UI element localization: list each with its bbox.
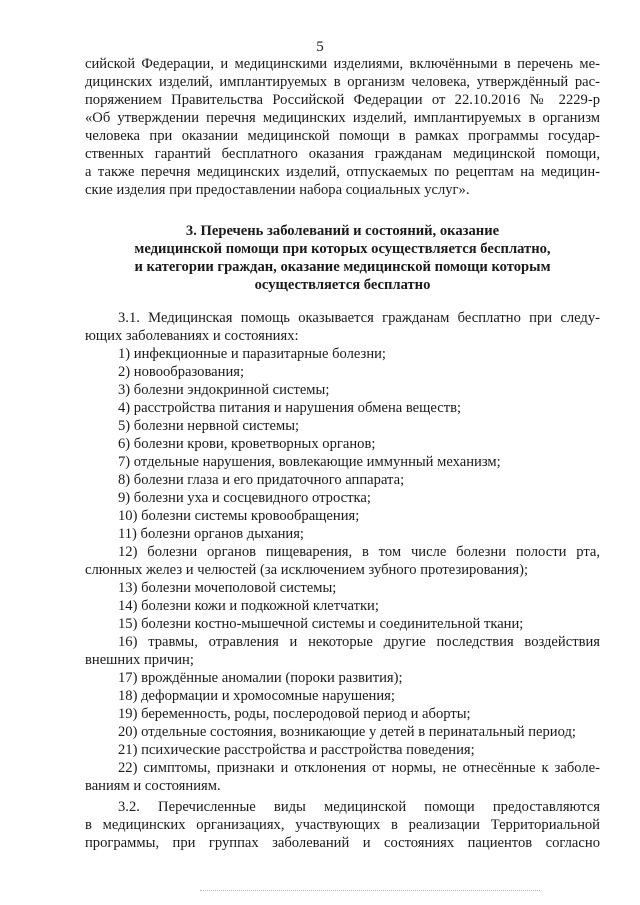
list-item: 3) болезни эндокринной системы;: [118, 382, 330, 398]
list-item: 20) отдельные состояния, возникающие у детей в перинатальный период;: [118, 724, 576, 740]
intro-line: дицинских изделий, имплантируемых в организм человека, утверждённый рас-: [85, 74, 600, 90]
list-item: 10) болезни системы кровообращения;: [118, 508, 360, 524]
intro-line: поряжением Правительства Российской Федерации от 22.10.2016 № 2229-р: [85, 92, 600, 108]
intro-line: сийской Федерации, и медицинскими изделиями, включёнными в перечень ме-: [85, 56, 600, 72]
paragraph-3-2-line: 3.2. Перечисленные виды медицинской помощи предоставляются: [118, 799, 600, 815]
list-item: 1) инфекционные и паразитарные болезни;: [118, 346, 386, 362]
list-item: 2) новообразования;: [118, 364, 245, 380]
page-number: 5: [316, 39, 324, 55]
list-item: 11) болезни органов дыхания;: [118, 526, 304, 542]
list-item: 16) травмы, отравления и некоторые другие последствия воздействия: [118, 634, 600, 650]
paragraph-3-2-line: в медицинских организациях, участвующих в реализации Территориальной: [85, 817, 600, 833]
section-heading-line: осуществляется бесплатно: [254, 277, 431, 293]
list-item: 7) отдельные нарушения, вовлекающие иммунный механизм;: [118, 454, 501, 470]
paragraph-3-1-line: ющих заболеваниях и состояниях:: [85, 328, 299, 344]
list-item: 22) симптомы, признаки и отклонения от нормы, не отнесённые к заболе-: [118, 760, 600, 776]
list-item: 9) болезни уха и сосцевидного отростка;: [118, 490, 371, 506]
list-item: 21) психические расстройства и расстройства поведения;: [118, 742, 475, 758]
list-item: 4) расстройства питания и нарушения обмена веществ;: [118, 400, 462, 416]
list-item: 14) болезни кожи и подкожной клетчатки;: [118, 598, 379, 614]
intro-line: человека при оказании медицинской помощи в рамках программы государ-: [85, 128, 600, 144]
intro-line: ственных гарантий бесплатного оказания гражданам медицинской помощи,: [85, 146, 600, 162]
section-heading-line: медицинской помощи при которых осуществляется бесплатно,: [134, 241, 551, 257]
list-item: 17) врождённые аномалии (пороки развития);: [118, 670, 403, 686]
section-heading-line: 3. Перечень заболеваний и состояний, оказание: [185, 223, 500, 239]
list-item: 18) деформации и хромосомные нарушения;: [118, 688, 395, 704]
list-item: 13) болезни мочеполовой системы;: [118, 580, 337, 596]
list-item: 6) болезни крови, кроветворных органов;: [118, 436, 376, 452]
intro-line: ские изделия при предоставлении набора социальных услуг».: [85, 182, 470, 198]
paragraph-3-1-line: 3.1. Медицинская помощь оказывается гражданам бесплатно при следу-: [118, 310, 600, 326]
list-item-continuation: слюнных желез и челюстей (за исключением зубного протезирования);: [85, 562, 529, 578]
list-item-continuation: ваниям и состояниям.: [85, 778, 221, 794]
section-heading-line: и категории граждан, оказание медицинской помощи которым: [134, 259, 551, 275]
list-item: 12) болезни органов пищеварения, в том числе болезни полости рта,: [118, 544, 600, 560]
list-item-continuation: внешних причин;: [85, 652, 194, 668]
list-item: 19) беременность, роды, послеродовой период и аборты;: [118, 706, 471, 722]
intro-line: «Об утверждении перечня медицинских изделий, имплантируемых в организм: [85, 110, 600, 126]
paragraph-3-2-line: программы, при группах заболеваний и состояниях пациентов согласно: [85, 835, 600, 851]
intro-line: а также перечня медицинских изделий, отпускаемых по рецептам на медицин-: [85, 164, 600, 180]
list-item: 5) болезни нервной системы;: [118, 418, 300, 434]
list-item: 15) болезни костно-мышечной системы и соединительной ткани;: [118, 616, 524, 632]
list-item: 8) болезни глаза и его придаточного аппарата;: [118, 472, 405, 488]
scan-artifact-line: [200, 890, 540, 891]
